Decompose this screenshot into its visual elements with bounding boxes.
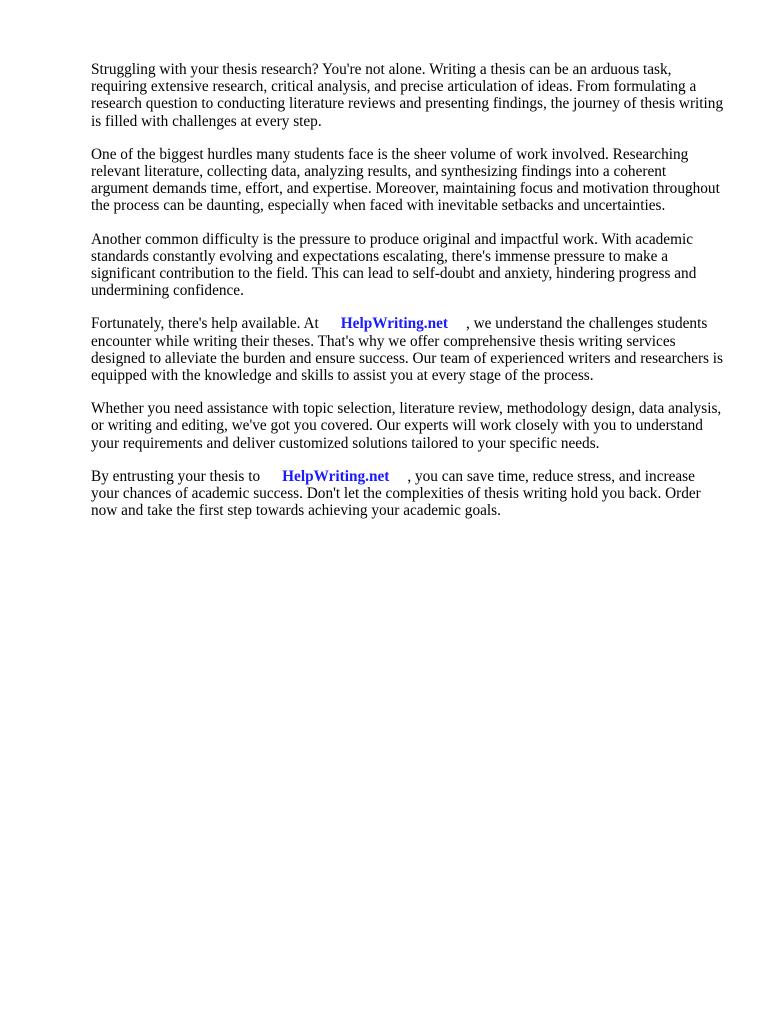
- paragraph-pressure: Another common difficulty is the pressure to produce original and impactful work. With academic standards constantly evolving and expectations escalating, there's immense pressure to make a significant contribution to the field. This can lead to self-doubt and anxiety, hindering progress and undermining confidence.: [91, 230, 697, 300]
- paragraph-intro: Struggling with your thesis research? You're not alone. Writing a thesis can be an arduous task, requiring extensive research, critical analysis, and precise articulation of ideas. From formulating a research question to conducting literature reviews and presenting findings, the journey of thesis writing is filled with challenges at every step.: [91, 61, 724, 130]
- paragraph-assistance: Whether you need assistance with topic selection, literature review, methodology design, data analysis, or writing and editing, we've got you covered. Our experts will work closely with you to understand your requirements and deliver customized solutions tailored to your specific needs.: [91, 400, 722, 452]
- document-body: [91, 61, 725, 535]
- helpwriting-link[interactable]: HelpWriting.net: [340, 315, 448, 333]
- paragraph-hurdles: One of the biggest hurdles many students face is the sheer volume of work involved. Researching relevant literature, collecting data, analyzing results, and synthesizing findings into a coherent argument demands time, effort, and expertise. Moreover, maintaining focus and motivation throughout the process can be daunting, especially when faced with inevitable setbacks and uncertainties.: [91, 145, 720, 215]
- helpwriting-link-2[interactable]: HelpWriting.net: [282, 467, 390, 485]
- paragraph-help: [91, 315, 725, 384]
- paragraph-entrust-after: , you can save time, reduce stress, and increase your chances of academic success. Don't let the complexities of thesis writing hold you back. Order now and take the first step towards achieving your academic goals.: [91, 467, 701, 520]
- paragraph-help-before: Fortunately, there's help available. At: [91, 315, 319, 333]
- paragraph-entrust-before: By entrusting your thesis to: [91, 467, 261, 485]
- paragraph-entrust: [91, 468, 725, 520]
- paragraph-help-after: , we understand the challenges students encounter while writing their theses. That's why we offer comprehensive thesis writing services designed to alleviate the burden and ensure success. Our team of experienced writers and researchers is equipped with the knowledge and skills to assist you at every stage of the process.: [91, 315, 724, 385]
